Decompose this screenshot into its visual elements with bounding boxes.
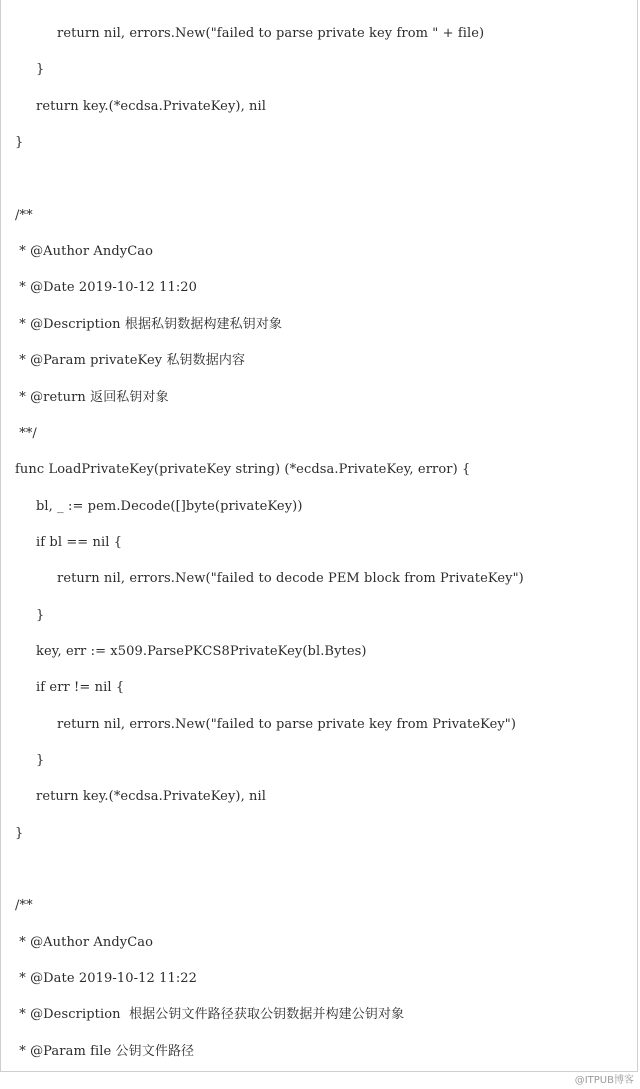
code-line: * @Date 2019-10-12 11:22: [15, 971, 198, 987]
code-line: /**: [15, 898, 33, 914]
itpub-watermark: @ITPUB博客: [574, 1075, 634, 1086]
code-line: * @Param file 公钥文件路径: [15, 1043, 195, 1059]
code-line: bl, _ := pem.Decode([]byte(privateKey)): [36, 498, 303, 514]
code-line: func LoadPrivateKey(privateKey string) (*ecdsa.PrivateKey, error) {: [15, 462, 471, 478]
code-line: if err != nil {: [36, 680, 125, 696]
code-line: key, err := x509.ParsePKCS8PrivateKey(bl.Bytes): [36, 643, 367, 659]
code-line: return nil, errors.New("failed to parse private key from PrivateKey"): [57, 716, 517, 732]
code-line: **/: [15, 425, 37, 441]
code-line: return key.(*ecdsa.PrivateKey), nil: [36, 98, 267, 114]
code-line: }: [36, 62, 45, 78]
code-line: * @Param privateKey 私钥数据内容: [15, 353, 246, 369]
code-line: }: [36, 607, 45, 623]
code-line: * @Author AndyCao: [15, 934, 154, 950]
code-line: return nil, errors.New("failed to parse private key from " + file): [57, 26, 485, 41]
code-line: /**: [15, 207, 33, 223]
code-line: * @Author AndyCao: [15, 244, 154, 260]
code-line: }: [36, 753, 45, 768]
code-line: return key.(*ecdsa.PrivateKey), nil: [36, 789, 267, 805]
code-line: }: [15, 825, 24, 841]
code-line: if bl == nil {: [36, 534, 123, 550]
code-line: * @Description 根据私钥数据构建私钥对象: [15, 316, 283, 332]
code-line: * @Description 根据公钥文件路径获取公钥数据并构建公钥对象: [15, 1007, 405, 1023]
code-line: * @return 返回私钥对象: [15, 389, 169, 405]
code-line: }: [15, 135, 24, 151]
code-line: * @Date 2019-10-12 11:20: [15, 280, 198, 296]
code-line: return nil, errors.New("failed to decode PEM block from PrivateKey"): [57, 571, 524, 587]
